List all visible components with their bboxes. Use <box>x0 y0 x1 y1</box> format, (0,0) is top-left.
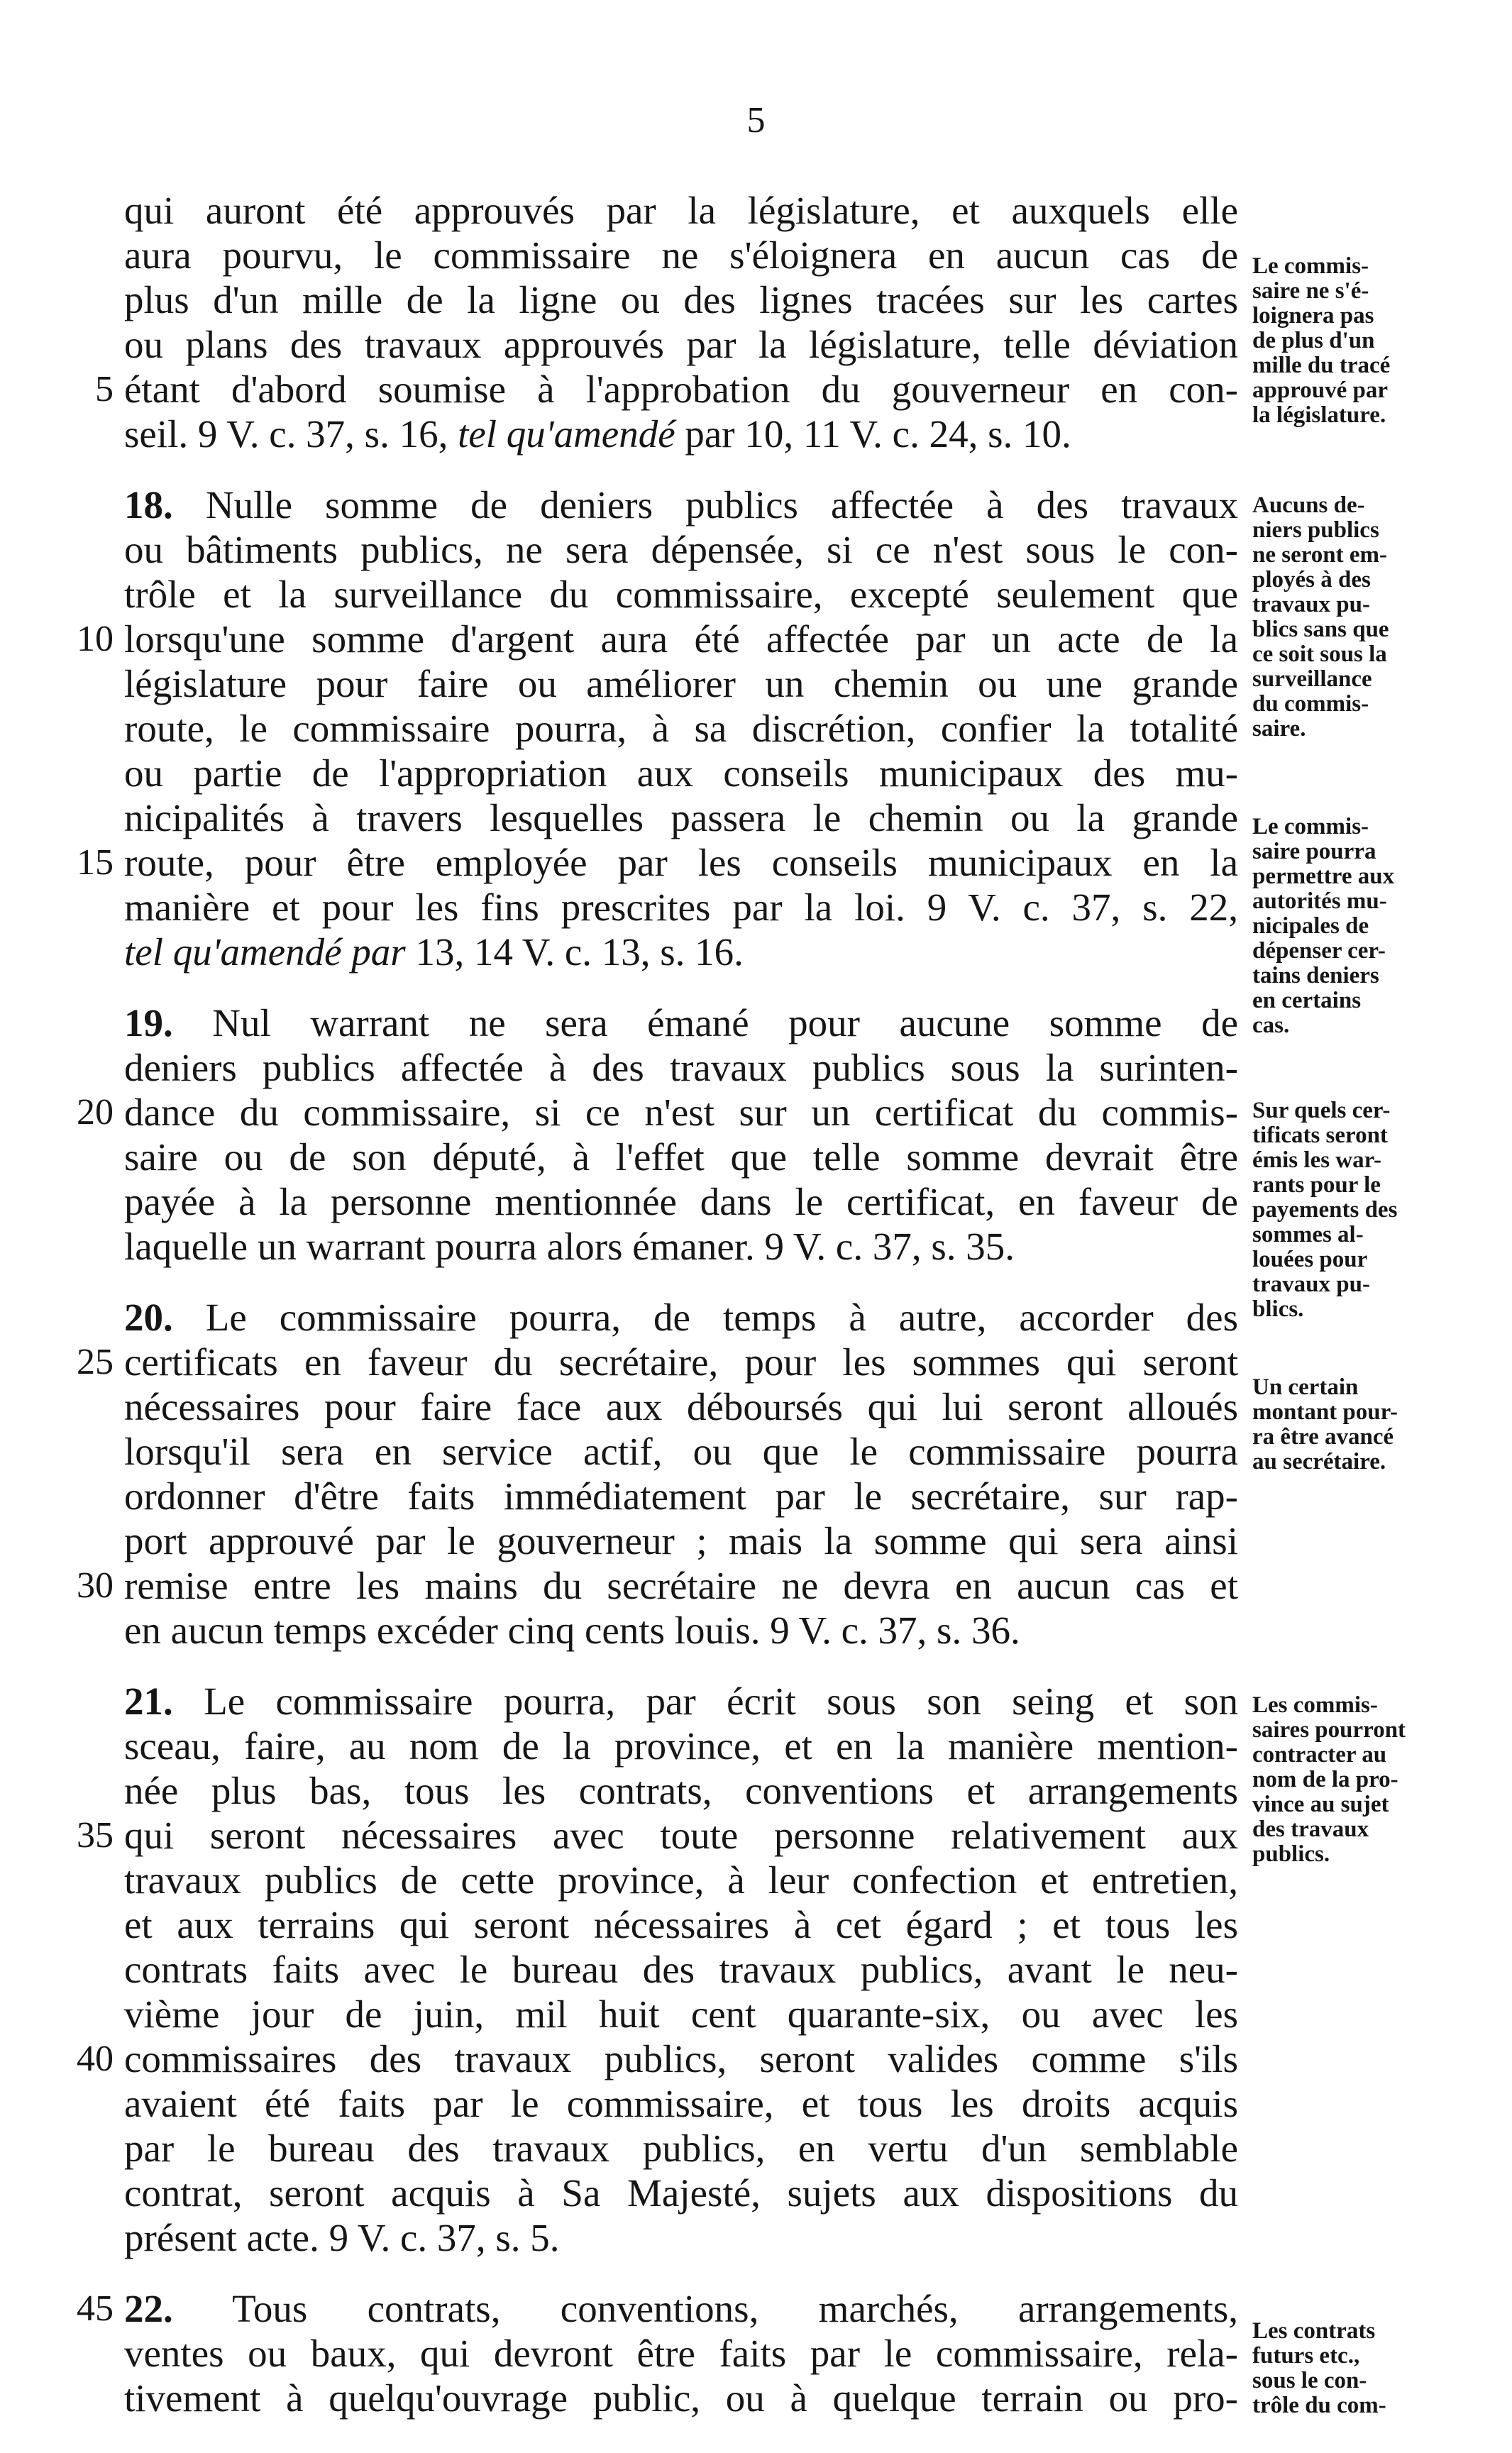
marginal-note-line: permettre aux <box>1252 864 1395 889</box>
marginal-note-line: de plus d'un <box>1252 328 1375 353</box>
section-20-heading-line <box>124 1295 1238 1340</box>
marginal-note-line: dépenser cer- <box>1252 938 1386 964</box>
marginal-note-line: blics. <box>1252 1296 1304 1322</box>
text-line: ou bâtiments publics, ne sera dépensée, si ce n'est sous le con- <box>124 528 1238 571</box>
marginal-note-line: travaux pu- <box>1252 592 1370 617</box>
marginal-note-line: louées pour <box>1252 1247 1368 1272</box>
page-number: 5 <box>746 100 766 140</box>
marginal-note <box>1252 493 1465 742</box>
text-line: plus d'un mille de la ligne ou des lignes tracées sur les cartes <box>124 278 1238 321</box>
text-line: port approuvé par le gouverneur ; mais la somme qui sera ainsi <box>124 1519 1238 1562</box>
text-line: commissaires des travaux publics, seront valides comme s'ils <box>124 2037 1238 2080</box>
marginal-note-line: travaux pu- <box>1252 1272 1370 1297</box>
section-22-heading-line <box>124 2286 1238 2332</box>
citation-text: seil. 9 V. c. 37, s. 16, <box>124 412 458 456</box>
text-line: avaient été faits par le commissaire, et tous les droits acquis <box>124 2082 1238 2125</box>
marginal-note <box>1252 2319 1465 2418</box>
marginal-note-line: sous le con- <box>1252 2368 1367 2393</box>
text-line: certificats en faveur du secrétaire, pour les sommes qui seront <box>124 1340 1238 1384</box>
marginal-note-line: trôle du com- <box>1252 2393 1386 2418</box>
marginal-note-line: Aucuns de- <box>1252 492 1365 518</box>
marginal-note-line: la législature. <box>1252 402 1386 428</box>
marginal-note-line: vince au sujet <box>1252 1792 1389 1817</box>
section-number: 21. <box>124 1680 173 1723</box>
marginal-note-line: payements des <box>1252 1197 1398 1223</box>
marginal-note-line: Le commis- <box>1252 253 1369 279</box>
citation-text: par 10, 11 V. c. 24, s. 10. <box>675 412 1071 456</box>
marginal-note-line: saires pourront <box>1252 1717 1406 1743</box>
text-line: aura pourvu, le commissaire ne s'éloignera en aucun cas de <box>124 233 1238 277</box>
text-line: législature pour faire ou améliorer un chemin ou une grande <box>124 662 1238 705</box>
marginal-note-line: tificats seront <box>1252 1123 1388 1148</box>
marginal-note-line: publics. <box>1252 1841 1330 1867</box>
citation-italic: tel qu'amendé par <box>124 930 406 974</box>
text-line: qui seront nécessaires avec toute personne relativement aux <box>124 1814 1238 1857</box>
text-line: contrat, seront acquis à Sa Majesté, sujets aux dispositions du <box>124 2171 1238 2215</box>
marginal-note-line: autorités mu- <box>1252 888 1387 914</box>
marginal-note-line: des travaux <box>1252 1817 1369 1842</box>
text-line: route, le commissaire pourra, à sa discrétion, confier la totalité <box>124 707 1238 750</box>
text-line: deniers publics affectée à des travaux publics sous la surinten- <box>124 1046 1238 1089</box>
marginal-note-line: cas. <box>1252 1013 1290 1038</box>
text-line: sceau, faire, au nom de la province, et en la manière mention- <box>124 1724 1238 1768</box>
section-text: Le commissaire pourra, de temps à autre, accorder des <box>172 1296 1238 1339</box>
text-line: saire ou de son député, à l'effet que telle somme devrait être <box>124 1135 1238 1179</box>
section-number: 20. <box>124 1296 173 1339</box>
text-line <box>124 930 1238 975</box>
text-line: nicipalités à travers lesquelles passera le chemin ou la grande <box>124 796 1238 839</box>
marginal-note <box>1252 1098 1465 1322</box>
text-line: dance du commissaire, si ce n'est sur un certificat du commis- <box>124 1091 1238 1134</box>
text-line: vième jour de juin, mil huit cent quarante-six, ou avec les <box>124 1992 1238 2036</box>
marginal-note-line: nom de la pro- <box>1252 1767 1398 1792</box>
text-line: présent acte. 9 V. c. 37, s. 5. <box>124 2216 560 2259</box>
marginal-note-line: sommes al- <box>1252 1222 1364 1247</box>
line-number: 45 <box>77 2288 114 2329</box>
text-line: qui auront été approuvés par la législature, et auxquels elle <box>124 189 1238 232</box>
marginal-note-line: ce soit sous la <box>1252 641 1387 667</box>
section-number: 19. <box>124 1001 173 1044</box>
marginal-note-line: approuvé par <box>1252 377 1389 403</box>
marginal-note-line: rants pour le <box>1252 1172 1381 1198</box>
text-line: remise entre les mains du secrétaire ne devra en aucun cas et <box>124 1564 1238 1607</box>
marginal-note-line: du commis- <box>1252 691 1369 717</box>
section-21-heading-line <box>124 1679 1238 1724</box>
marginal-note-line: Les commis- <box>1252 1692 1378 1718</box>
line-number: 30 <box>77 1565 114 1606</box>
section-text: Nul warrant ne sera émané pour aucune somme de <box>172 1001 1238 1044</box>
text-line <box>124 412 1238 457</box>
marginal-note-line: tains deniers <box>1252 963 1379 988</box>
text-line: en aucun temps excéder cinq cents louis. 9 V. c. 37, s. 36. <box>124 1609 1020 1652</box>
line-number: 20 <box>77 1092 114 1132</box>
text-line: trôle et la surveillance du commissaire, excepté seulement que <box>124 573 1238 616</box>
line-number: 40 <box>77 2039 114 2079</box>
marginal-note-line: blics sans que <box>1252 617 1389 642</box>
text-line: travaux publics de cette province, à leur confection et entretien, <box>124 1858 1238 1902</box>
marginal-note-line: saire. <box>1252 716 1306 742</box>
text-line: lorsqu'une somme d'argent aura été affectée par un acte de la <box>124 617 1238 661</box>
marginal-note-line: en certains <box>1252 988 1362 1013</box>
marginal-note-line: ne seront em- <box>1252 542 1388 568</box>
marginal-note-line: émis les war- <box>1252 1147 1382 1173</box>
line-number: 10 <box>77 619 114 659</box>
line-number: 15 <box>77 842 114 883</box>
marginal-note-line: contracter au <box>1252 1742 1387 1768</box>
text-line: ventes ou baux, qui devront être faits par le commissaire, rela- <box>124 2332 1238 2375</box>
section-number: 18. <box>124 483 173 527</box>
marginal-note-line: futurs etc., <box>1252 2343 1360 2369</box>
marginal-note <box>1252 815 1465 1038</box>
text-line: par le bureau des travaux publics, en vertu d'un semblable <box>124 2127 1238 2170</box>
marginal-note-line: au secrétaire. <box>1252 1449 1386 1474</box>
text-line: contrats faits avec le bureau des travaux publics, avant le neu- <box>124 1948 1238 1991</box>
marginal-note-line: ployés à des <box>1252 567 1371 592</box>
section-18-heading-line <box>124 483 1238 528</box>
citation-italic: tel qu'amendé <box>458 412 675 456</box>
line-number: 25 <box>77 1342 114 1382</box>
text-line: laquelle un warrant pourra alors émaner. 9 V. c. 37, s. 35. <box>124 1225 1015 1268</box>
marginal-note-line: Sur quels cer- <box>1252 1098 1391 1123</box>
marginal-note-line: saire ne s'é- <box>1252 278 1369 304</box>
marginal-note-line: Les contrats <box>1252 2318 1376 2344</box>
marginal-note-line: loignera pas <box>1252 303 1374 329</box>
marginal-note-line: saire pourra <box>1252 839 1376 864</box>
section-19-heading-line <box>124 1001 1238 1046</box>
text-line: route, pour être employée par les conseils municipaux en la <box>124 841 1238 884</box>
text-line: ordonner d'être faits immédiatement par le secrétaire, sur rap- <box>124 1474 1238 1518</box>
text-line: née plus bas, tous les contrats, conventions et arrangements <box>124 1769 1238 1812</box>
marginal-note-line: Un certain <box>1252 1374 1359 1400</box>
line-number: 5 <box>95 369 114 409</box>
text-line: payée à la personne mentionnée dans le certificat, en faveur de <box>124 1180 1238 1223</box>
marginal-note-line: surveillance <box>1252 666 1372 692</box>
text-line: ou partie de l'appropriation aux conseils municipaux des mu- <box>124 751 1238 795</box>
section-text: Nulle somme de deniers publics affectée à des travaux <box>172 483 1238 527</box>
marginal-note <box>1252 254 1465 428</box>
text-line: lorsqu'il sera en service actif, ou que le commissaire pourra <box>124 1430 1238 1473</box>
marginal-note <box>1252 1375 1465 1474</box>
marginal-note-line: montant pour- <box>1252 1399 1398 1425</box>
text-line: nécessaires pour faire face aux déboursés qui lui seront alloués <box>124 1385 1238 1428</box>
marginal-note-line: ra être avancé <box>1252 1424 1394 1450</box>
marginal-note <box>1252 1693 1465 1867</box>
marginal-note-line: Le commis- <box>1252 814 1369 839</box>
section-text: Le commissaire pourra, par écrit sous son seing et son <box>172 1680 1238 1723</box>
marginal-note-line: niers publics <box>1252 517 1379 543</box>
text-line: étant d'abord soumise à l'approbation du gouverneur en con- <box>124 368 1238 411</box>
section-text: Tous contrats, conventions, marchés, arrangements, <box>172 2287 1238 2330</box>
line-number: 35 <box>77 1815 114 1856</box>
text-line: et aux terrains qui seront nécessaires à cet égard ; et tous les <box>124 1903 1238 1946</box>
section-number: 22. <box>124 2287 173 2330</box>
citation-text: 13, 14 V. c. 13, s. 16. <box>405 930 744 974</box>
marginal-note-line: nicipales de <box>1252 913 1369 939</box>
text-line: manière et pour les fins prescrites par la loi. 9 V. c. 37, s. 22, <box>124 886 1238 929</box>
text-line: ou plans des travaux approuvés par la législature, telle déviation <box>124 323 1238 366</box>
marginal-note-line: mille du tracé <box>1252 353 1391 378</box>
text-line: tivement à quelqu'ouvrage public, ou à quelque terrain ou pro- <box>124 2376 1238 2420</box>
